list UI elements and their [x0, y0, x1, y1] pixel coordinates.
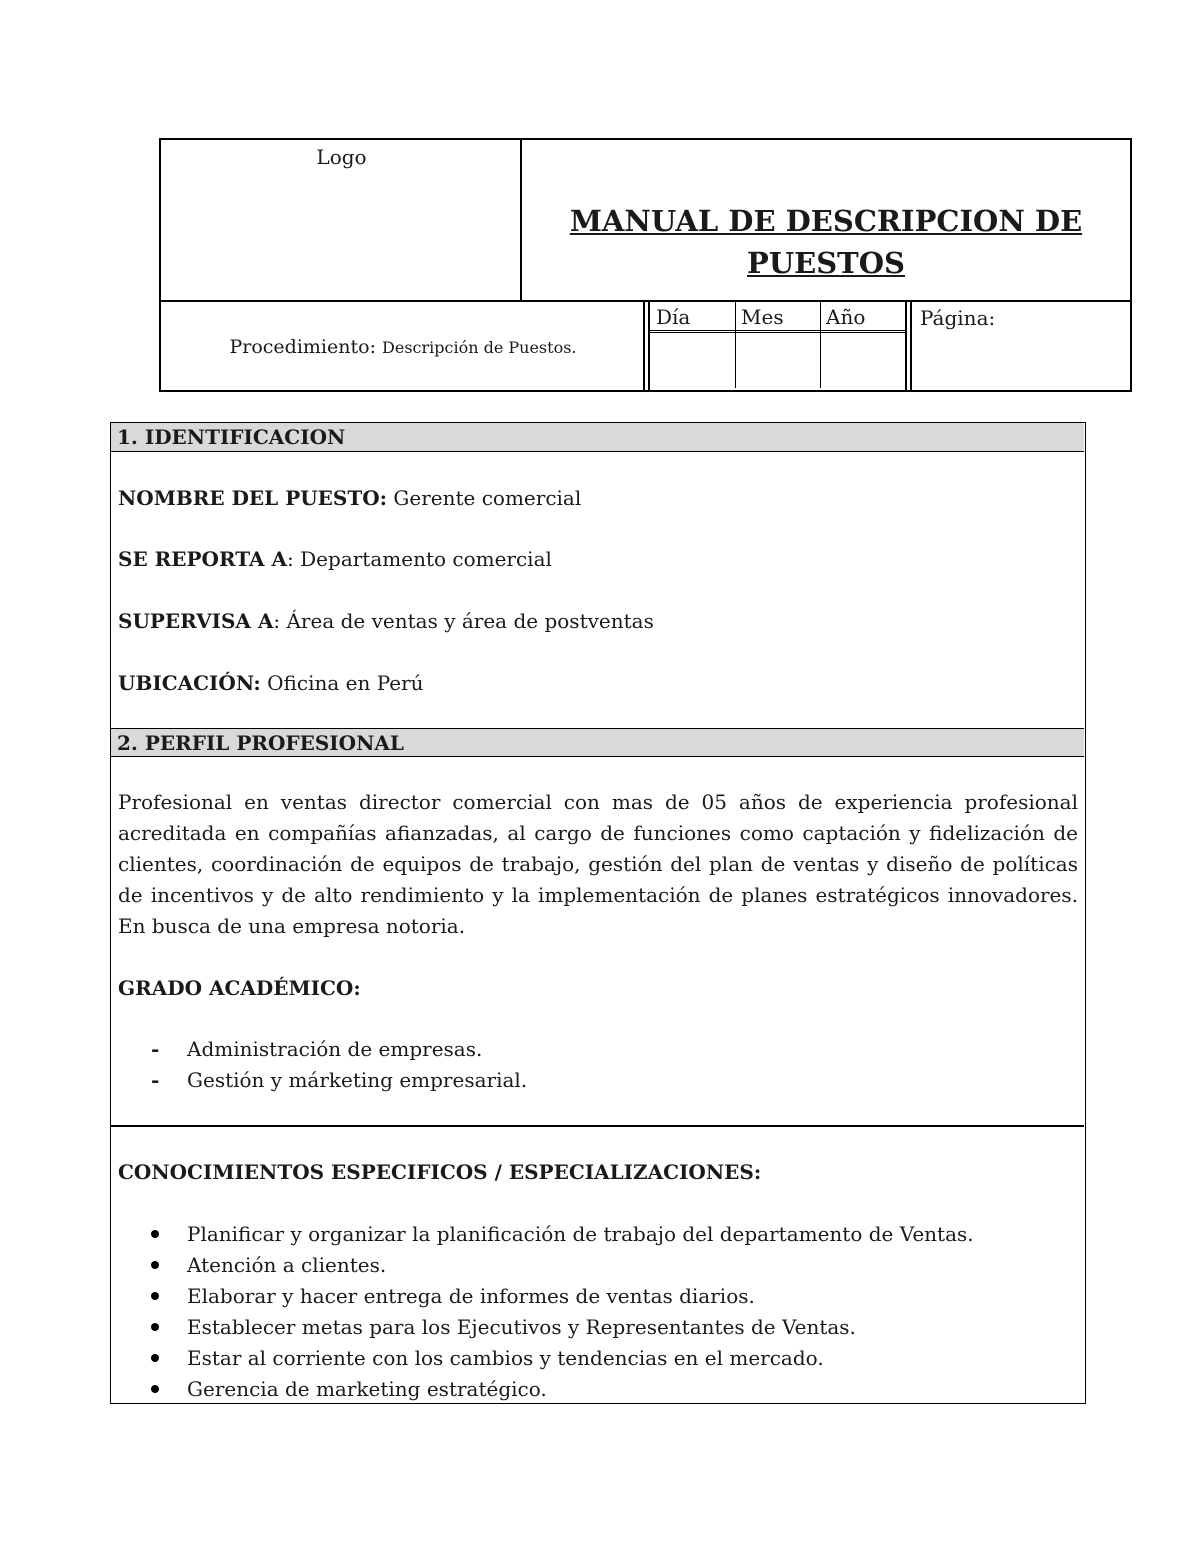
location-row	[118, 669, 424, 697]
knowledge-item	[151, 1343, 824, 1374]
degree-item	[151, 1065, 527, 1096]
date-year-header: Año	[826, 305, 866, 329]
title-cell	[522, 140, 1130, 302]
knowledge-item	[151, 1219, 974, 1250]
knowledge-item-text: Atención a clientes.	[187, 1253, 387, 1277]
degree-item-text: Administración de empresas.	[187, 1037, 483, 1061]
supervises-label: SUPERVISA A	[118, 609, 274, 633]
knowledge-item	[151, 1250, 386, 1281]
knowledge-item-text: Estar al corriente con los cambios y tendencias en el mercado.	[187, 1346, 824, 1370]
date-table	[650, 302, 905, 388]
date-day-field[interactable]	[650, 332, 735, 388]
date-header-rule	[650, 330, 905, 331]
page-cell	[912, 302, 1130, 390]
bullet-icon	[151, 1261, 159, 1269]
knowledge-item-text: Planificar y organizar la planificación de trabajo del departamento de Ventas.	[187, 1222, 974, 1246]
procedure-text	[161, 336, 645, 358]
job-description-table	[110, 422, 1086, 1404]
title-line-2: PUESTOS	[747, 246, 905, 280]
date-border-right-inner	[905, 302, 907, 390]
knowledge-item-text: Gerencia de marketing estratégico.	[187, 1377, 547, 1401]
job-name-label: NOMBRE DEL PUESTO:	[118, 486, 388, 510]
knowledge-item	[151, 1374, 547, 1405]
page-label: Página:	[920, 306, 996, 330]
procedure-cell	[161, 302, 645, 390]
bullet-icon	[151, 1230, 159, 1238]
document-title	[522, 200, 1130, 284]
knowledge-heading-row	[118, 1158, 761, 1186]
profile-description: Profesional en ventas director comercial con mas de 05 años de experiencia profesional acreditada en compañías afianzadas, al cargo de funciones como captación y fidelización de clientes, coordinación de equipos de trabajo, gestión del plan de ventas y diseño de políticas de incentivos y de alto rendimiento y la implementación de planes estratégicos innovadores. En busca de una empresa notoria.	[118, 790, 1078, 938]
bullet-icon	[151, 1292, 159, 1300]
degree-label: GRADO ACADÉMICO:	[118, 976, 361, 1000]
logo-placeholder: Logo	[316, 145, 367, 169]
knowledge-item	[151, 1312, 856, 1343]
title-line-1: MANUAL DE DESCRIPCION DE	[569, 204, 1083, 238]
date-border-left-outer	[643, 302, 645, 390]
job-name-value: Gerente comercial	[393, 486, 582, 510]
section-divider	[111, 1125, 1084, 1127]
job-name-row	[118, 484, 581, 512]
knowledge-heading: CONOCIMIENTOS ESPECIFICOS / ESPECIALIZACIONES:	[118, 1160, 762, 1184]
date-day-header: Día	[656, 305, 691, 329]
dash-marker: -	[151, 1068, 160, 1092]
date-year-field[interactable]	[821, 332, 905, 388]
logo-cell	[161, 140, 522, 302]
date-month-field[interactable]	[736, 332, 820, 388]
section-profile-heading: 2. PERFIL PROFESIONAL	[111, 728, 1084, 757]
degree-item	[151, 1034, 482, 1065]
bullet-icon	[151, 1323, 159, 1331]
supervises-value: : Área de ventas y área de postventas	[273, 609, 654, 633]
reports-to-row	[118, 545, 552, 573]
procedure-value: Descripción de Puestos.	[382, 338, 577, 357]
date-month-header: Mes	[741, 305, 784, 329]
degree-label-row	[118, 974, 361, 1002]
dash-marker: -	[151, 1037, 160, 1061]
document-header	[159, 138, 1132, 392]
supervises-row	[118, 607, 654, 635]
reports-to-label: SE REPORTA A	[118, 547, 288, 571]
bullet-icon	[151, 1385, 159, 1393]
knowledge-item-text: Elaborar y hacer entrega de informes de ventas diarios.	[187, 1284, 755, 1308]
degree-item-text: Gestión y márketing empresarial.	[187, 1068, 528, 1092]
knowledge-item	[151, 1281, 755, 1312]
location-value: Oficina en Perú	[267, 671, 424, 695]
section-identification-heading: 1. IDENTIFICACION	[111, 423, 1084, 452]
bullet-icon	[151, 1354, 159, 1362]
reports-to-value: : Departamento comercial	[287, 547, 552, 571]
location-label: UBICACIÓN:	[118, 671, 261, 695]
procedure-label: Procedimiento:	[229, 336, 376, 358]
knowledge-item-text: Establecer metas para los Ejecutivos y Representantes de Ventas.	[187, 1315, 856, 1339]
